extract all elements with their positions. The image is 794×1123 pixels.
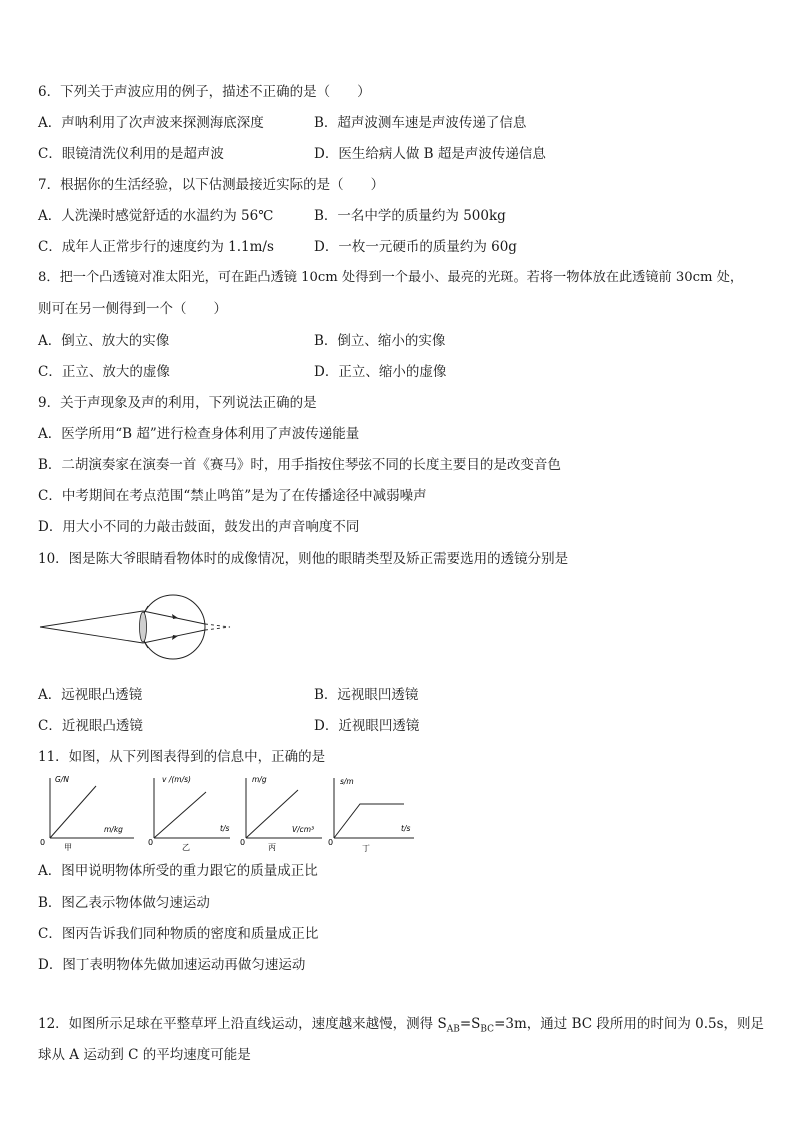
question-12-eq: =S bbox=[459, 1016, 481, 1032]
question-12-stem-line1 bbox=[38, 1014, 764, 1040]
graph-bing-xlabel: V/cm³ bbox=[292, 825, 315, 834]
graph-jia-xlabel: m/kg bbox=[104, 825, 123, 834]
graph-ding-caption: 丁 bbox=[362, 844, 370, 853]
question-10-option-b: B．远视眼凹透镜 bbox=[314, 687, 419, 703]
question-7-option-d: D．一枚一元硬币的质量约为 60g bbox=[314, 239, 517, 255]
graph-ding bbox=[328, 777, 414, 853]
question-9-option-c: C．中考期间在考点范围“禁止鸣笛”是为了在传播途径中减弱噪声 bbox=[38, 488, 427, 504]
question-10-stem: 10．图是陈大爷眼睛看物体时的成像情况，则他的眼睛类型及矫正需要选用的透镜分别是 bbox=[38, 551, 569, 567]
question-6-option-d: D．医生给病人做 B 超是声波传递信息 bbox=[314, 146, 546, 162]
question-8-stem-line2: 则可在另一侧得到一个（ ） bbox=[38, 301, 227, 317]
question-7-option-c: C．成年人正常步行的速度约为 1.1m/s bbox=[38, 239, 274, 255]
question-12-sub-ab: AB bbox=[446, 1024, 460, 1035]
light-ray-top-in bbox=[40, 611, 143, 627]
graph-yi-ylabel: v /(m/s) bbox=[162, 775, 191, 784]
question-11-option-b: B．图乙表示物体做匀速运动 bbox=[38, 895, 210, 911]
question-11-option-a: A．图甲说明物体所受的重力跟它的质量成正比 bbox=[38, 863, 318, 879]
question-8-option-a: A．倒立、放大的实像 bbox=[38, 333, 170, 349]
question-12-stem-part2: =3m，通过 BC 段所用的时间为 0.5s，则足 bbox=[494, 1016, 765, 1032]
eyeball-outline bbox=[141, 595, 205, 659]
graph-ding-xlabel: t/s bbox=[401, 824, 411, 833]
question-9-option-d: D．用大小不同的力敲击鼓面，鼓发出的声音响度不同 bbox=[38, 519, 360, 535]
question-8-option-b: B．倒立、缩小的实像 bbox=[314, 333, 446, 349]
question-8-stem-line1: 8．把一个凸透镜对准太阳光，可在距凸透镜 10cm 处得到一个最小、最亮的光斑。若将一物体放在此透镜前 30cm 处， bbox=[38, 270, 744, 285]
eye-lens bbox=[140, 612, 147, 642]
graph-bing-ylabel: m/g bbox=[252, 775, 267, 784]
question-9-stem: 9．关于声现象及声的利用，下列说法正确的是 bbox=[38, 395, 317, 411]
question-11-option-c: C．图丙告诉我们同种物质的密度和质量成正比 bbox=[38, 926, 319, 942]
question-6-option-c: C．眼镜清洗仪利用的是超声波 bbox=[38, 146, 224, 162]
graph-yi bbox=[148, 775, 230, 852]
question-8-option-c: C．正立、放大的虚像 bbox=[38, 364, 170, 380]
question-9-option-b: B．二胡演奏家在演奏一首《赛马》时，用手指按住琴弦不同的长度主要目的是改变音色 bbox=[38, 457, 561, 473]
question-8-option-d: D．正立、缩小的虚像 bbox=[314, 364, 447, 380]
ray-extension-top bbox=[205, 624, 230, 627]
question-11-stem: 11．如图，从下列图表得到的信息中，正确的是 bbox=[38, 749, 326, 765]
question-7-stem: 7．根据你的生活经验，以下估测最接近实际的是（ ） bbox=[38, 177, 385, 193]
question-10-option-d: D．近视眼凹透镜 bbox=[314, 718, 420, 734]
light-ray-bottom-in bbox=[40, 627, 143, 643]
graph-jia-ylabel: G/N bbox=[55, 775, 69, 784]
graph-yi-line bbox=[154, 792, 206, 838]
question-6-option-a: A．声呐利用了次声波来探测海底深度 bbox=[38, 115, 264, 131]
question-7-option-a: A．人洗澡时感觉舒适的水温约为 56℃ bbox=[38, 208, 274, 224]
graph-bing-line bbox=[246, 790, 298, 838]
question-6-option-b: B．超声波测车速是声波传递了信息 bbox=[314, 115, 527, 131]
question-7-option-b: B．一名中学的质量约为 500kg bbox=[314, 208, 506, 224]
graph-jia-origin: 0 bbox=[40, 838, 46, 847]
graph-ding-ylabel: s/m bbox=[340, 777, 354, 786]
graph-yi-origin: 0 bbox=[148, 838, 154, 847]
graph-bing-origin: 0 bbox=[240, 838, 246, 847]
graphs-figure bbox=[38, 772, 418, 854]
graph-bing-caption: 丙 bbox=[268, 843, 276, 852]
question-10-option-a: A．远视眼凸透镜 bbox=[38, 687, 143, 703]
question-6-stem: 6．下列关于声波应用的例子，描述不正确的是（ ） bbox=[38, 84, 371, 100]
question-10-option-c: C．近视眼凸透镜 bbox=[38, 718, 143, 734]
graph-ding-origin: 0 bbox=[328, 838, 334, 847]
graph-ding-line bbox=[334, 804, 404, 838]
question-9-option-a: A．医学所用“B 超”进行检查身体利用了声波传递能量 bbox=[38, 426, 360, 442]
graph-jia-caption: 甲 bbox=[64, 843, 72, 852]
ray-extension-bottom bbox=[205, 627, 230, 630]
question-12-stem-line2: 球从 A 运动到 C 的平均速度可能是 bbox=[38, 1047, 251, 1063]
graph-jia bbox=[40, 775, 134, 852]
eye-diagram bbox=[38, 590, 238, 670]
graph-bing bbox=[240, 775, 322, 852]
graph-jia-line bbox=[50, 786, 96, 838]
graph-yi-caption: 乙 bbox=[182, 843, 190, 852]
question-12-stem-part1: 12．如图所示足球在平整草坪上沿直线运动，速度越来越慢，测得 S bbox=[38, 1016, 447, 1032]
graph-yi-xlabel: t/s bbox=[220, 824, 230, 833]
question-11-option-d: D．图丁表明物体先做加速运动再做匀速运动 bbox=[38, 957, 306, 973]
question-12-sub-bc: BC bbox=[480, 1024, 495, 1035]
